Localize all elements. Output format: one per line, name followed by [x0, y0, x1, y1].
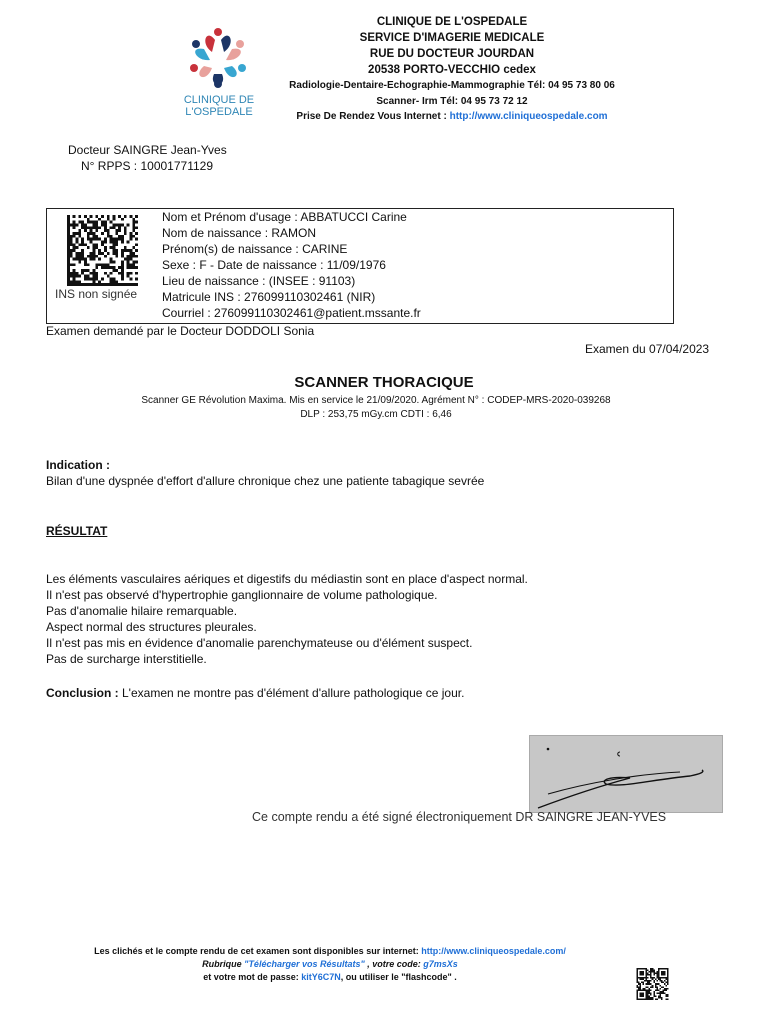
- logo-text-line2: L'OSPEDALE: [185, 106, 253, 118]
- doctor-name: Docteur SAINGRE Jean-Yves: [68, 143, 227, 157]
- footer-access-info: [60, 945, 600, 984]
- signature-note: Ce compte rendu a été signé électroniquement DR SAINGRE JEAN-YVES: [252, 810, 667, 824]
- ins-status-label: INS non signée: [55, 287, 138, 301]
- clinic-radiology-phone: Radiologie-Dentaire-Echographie-Mammographie Tél: 04 95 73 80 06: [289, 80, 615, 91]
- patient-info: [162, 209, 421, 321]
- footer-link[interactable]: http://www.cliniqueospedale.com/: [421, 946, 566, 956]
- findings-list: [46, 571, 528, 667]
- clinic-logo-icon: [180, 18, 256, 100]
- exam-device: Scanner GE Révolution Maxima. Mis en service le 21/09/2020. Agrément N° : CODEP-MRS-2020-039268: [141, 395, 611, 406]
- footer-rubrique: Rubrique: [202, 959, 245, 969]
- result-heading: RÉSULTAT: [46, 524, 108, 538]
- footer-section: "Télécharger vos Résultats": [244, 959, 365, 969]
- indication-text: Bilan d'une dyspnée d'effort d'allure chronique chez une patiente tabagique sevrée: [46, 474, 485, 488]
- signature-image: [529, 735, 723, 813]
- exam-date: Examen du 07/04/2023: [585, 342, 710, 356]
- doctor-rpps: N° RPPS : 10001771129: [81, 159, 213, 173]
- finding-item: Les éléments vasculaires aériques et digestifs du médiastin sont en place d'aspect normal.: [46, 572, 528, 586]
- patient-birth-firstname: Prénom(s) de naissance : CARINE: [162, 242, 348, 256]
- clinic-street: RUE DU DOCTEUR JOURDAN: [369, 48, 535, 60]
- patient-birth-name: Nom de naissance : RAMON: [162, 226, 317, 240]
- footer-pass-label: et votre mot de passe:: [203, 972, 302, 982]
- footer-code: g7msXs: [423, 959, 458, 969]
- patient-birthplace: Lieu de naissance : (INSEE : 91103): [162, 274, 356, 288]
- finding-item: Il n'est pas mis en évidence d'anomalie parenchymateuse ou d'élément suspect.: [46, 636, 473, 650]
- footer-line3: [60, 971, 600, 984]
- finding-item: Il n'est pas observé d'hypertrophie ganglionnaire de volume pathologique.: [46, 588, 438, 602]
- conclusion: [46, 685, 464, 701]
- conclusion-text: L'examen ne montre pas d'élément d'allure pathologique ce jour.: [118, 686, 465, 700]
- footer-line1: [60, 945, 600, 958]
- finding-item: Aspect normal des structures pleurales.: [46, 620, 257, 634]
- datamatrix-code-icon: [66, 215, 139, 286]
- handwritten-signature-icon: [530, 736, 722, 812]
- doctor-info: [68, 142, 227, 174]
- patient-email: Courriel : 276099110302461@patient.mssante.fr: [162, 306, 421, 320]
- conclusion-label: Conclusion :: [46, 686, 119, 700]
- footer-line2: [60, 958, 600, 971]
- patient-ins-number: Matricule INS : 276099110302461 (NIR): [162, 290, 376, 304]
- qr-flashcode-icon: [636, 968, 669, 1000]
- clinic-appointment: [280, 109, 624, 125]
- exam-dose: DLP : 253,75 mGy.cm CDTI : 6,46: [300, 409, 452, 420]
- finding-item: Pas d'anomalie hilaire remarquable.: [46, 604, 238, 618]
- footer-text: Les clichés et le compte rendu de cet examen sont disponibles sur internet:: [94, 946, 422, 956]
- exam-title: SCANNER THORACIQUE: [294, 374, 474, 391]
- logo-text-line1: CLINIQUE DE: [183, 94, 255, 106]
- footer-end: , ou utiliser le "flashcode" .: [340, 972, 457, 982]
- clinic-header: [280, 14, 624, 125]
- footer-pass: kitY6C7N: [301, 972, 341, 982]
- appointment-label: Prise De Rendez Vous Internet :: [296, 111, 450, 122]
- appointment-link[interactable]: http://www.cliniqueospedale.com: [449, 111, 608, 122]
- patient-sex-dob: Sexe : F - Date de naissance : 11/09/1976: [162, 258, 386, 272]
- indication-label: Indication :: [46, 458, 110, 472]
- clinic-logo: [180, 18, 256, 130]
- clinic-scanner-phone: Scanner- Irm Tél: 04 95 73 72 12: [376, 95, 528, 107]
- patient-usage-name: Nom et Prénom d'usage : ABBATUCCI Carine: [162, 210, 407, 224]
- exam-requester: Examen demandé par le Docteur DODDOLI Sonia: [46, 324, 315, 338]
- clinic-city: 20538 PORTO-VECCHIO cedex: [368, 64, 536, 76]
- exam-device-info: [0, 394, 752, 422]
- finding-item: Pas de surcharge interstitielle.: [46, 652, 207, 666]
- footer-code-label: , votre code:: [364, 959, 424, 969]
- clinic-service: SERVICE D'IMAGERIE MEDICALE: [359, 32, 545, 44]
- clinic-name: CLINIQUE DE L'OSPEDALE: [376, 16, 528, 28]
